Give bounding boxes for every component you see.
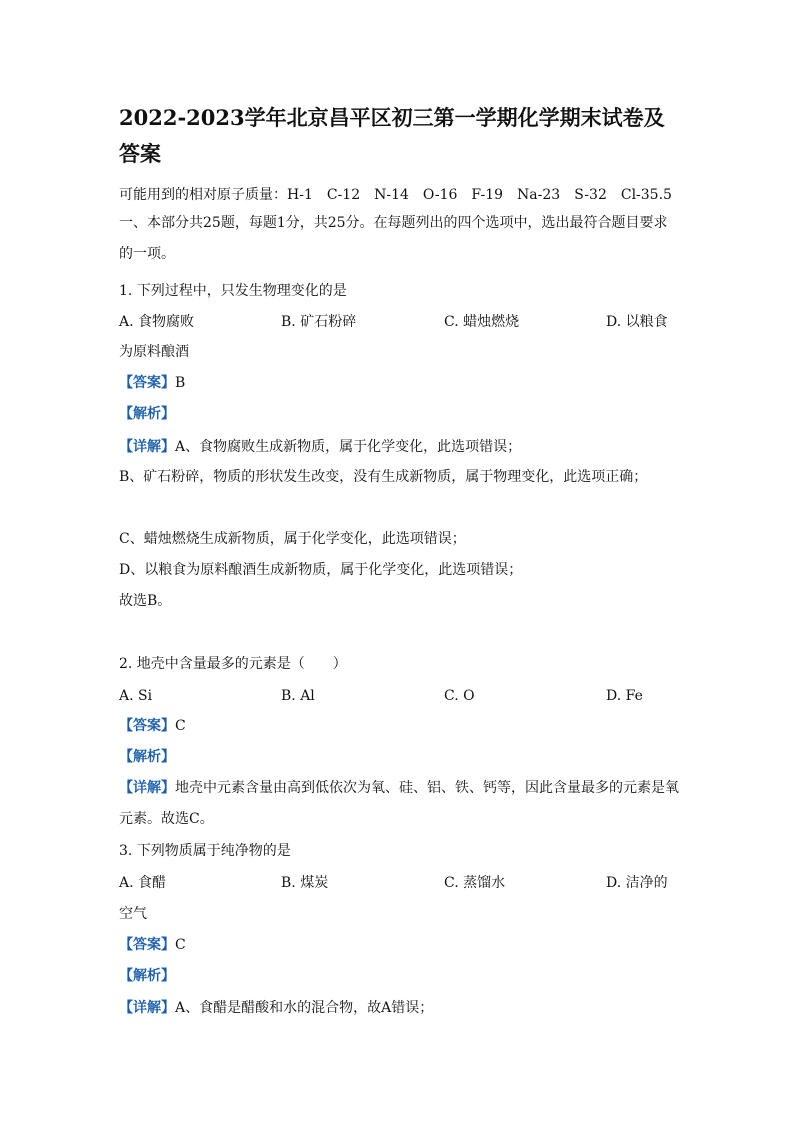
analysis-label: 【解析】 [119, 749, 175, 765]
question-1-stem: 1. 下列过程中，只发生物理变化的是 [119, 283, 347, 299]
question-1-option-d: D. 以粮食 [606, 314, 668, 330]
question-1-answer [119, 373, 679, 393]
question-3-answer-value: C [175, 937, 186, 953]
question-2-stem: 2. 地壳中含量最多的元素是（ ） [119, 656, 347, 672]
question-1-answer-value: B [175, 375, 186, 391]
question-2-detail-1: 【详解】地壳中元素含量由高到低依次为氧、硅、铝、铁、钙等，因此含量最多的元素是氧元素。故选C。 [119, 780, 679, 827]
question-1-detail-2: B、矿石粉碎，物质的形状发生改变，没有生成新物质，属于物理变化，此选项正确； [119, 469, 648, 485]
atomic-masses-line: 可能用到的相对原子质量：H-1 C-12 N-14 O-16 F-19 Na-23 S-32 Cl-35.5 [119, 187, 672, 203]
document-title: 2022-2023学年北京昌平区初三第一学期化学期末试卷及答案 [119, 105, 665, 166]
question-2-option-b: B. Al [281, 688, 315, 704]
question-2-answer-value: C [175, 718, 186, 734]
section-intro: 一、本部分共25题，每题1分，共25分。在每题列出的四个选项中，选出最符合题目要求的一项。 [119, 215, 668, 262]
detail-label: 【详解】 [119, 780, 175, 796]
question-3-option-a: A. 食醋 [119, 875, 167, 891]
question-2-option-a: A. Si [119, 688, 153, 704]
question-2-option-c: C. O [444, 688, 475, 704]
question-3-option-c: C. 蒸馏水 [444, 875, 506, 891]
question-3-option-b: B. 煤炭 [281, 875, 329, 891]
analysis-label: 【解析】 [119, 968, 175, 984]
question-1-option-wrap: 为原料酿酒 [119, 344, 189, 360]
detail-label: 【详解】 [119, 1000, 175, 1016]
question-1-option-c: C. 蜡烛燃烧 [444, 314, 520, 330]
question-1-detail-3: C、蜡烛燃烧生成新物质，属于化学变化，此选项错误； [119, 531, 466, 547]
question-1-detail-4: D、以粮食为原料酿酒生成新物质，属于化学变化，此选项错误； [119, 562, 523, 578]
question-1-analysis [119, 404, 679, 424]
question-3-detail-1: 【详解】A、食醋是醋酸和水的混合物，故A错误； [119, 1000, 434, 1016]
question-1-conclusion: 故选B。 [119, 593, 172, 609]
answer-label: 【答案】 [119, 937, 175, 953]
question-1-option-a: A. 食物腐败 [119, 314, 195, 330]
question-3-stem: 3. 下列物质属于纯净物的是 [119, 843, 291, 859]
question-2-answer [119, 716, 679, 736]
question-2-option-d: D. Fe [606, 688, 643, 704]
question-3-option-d: D. 洁净的 [606, 875, 668, 891]
analysis-label: 【解析】 [119, 406, 175, 422]
question-2-analysis [119, 747, 679, 767]
question-3-option-wrap: 空气 [119, 906, 147, 922]
question-3-answer [119, 935, 679, 955]
question-1-detail-1: 【详解】A、食物腐败生成新物质，属于化学变化，此选项错误； [119, 439, 522, 455]
answer-label: 【答案】 [119, 718, 175, 734]
question-1-option-b: B. 矿石粉碎 [281, 314, 357, 330]
question-3-analysis [119, 966, 679, 986]
answer-label: 【答案】 [119, 375, 175, 391]
detail-label: 【详解】 [119, 439, 175, 455]
